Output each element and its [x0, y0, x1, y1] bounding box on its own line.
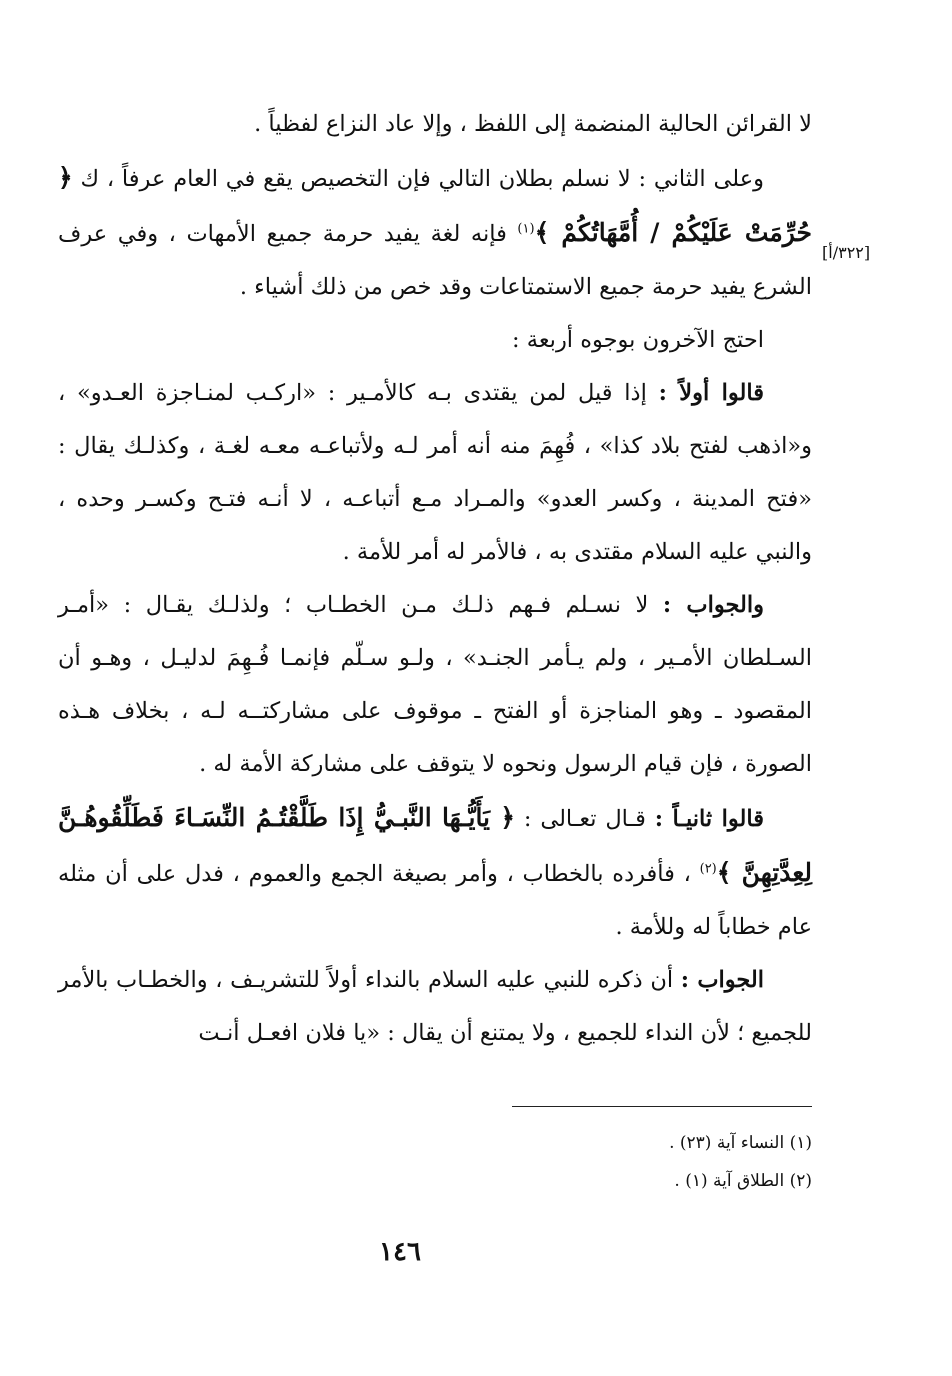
- paragraph-4: [58, 367, 812, 579]
- paragraph-7: [58, 954, 812, 1060]
- paragraph-1-text: لا القرائن الحالية المنضمة إلى اللفظ ، وإلا عاد النزاع لفظياً .: [254, 111, 812, 137]
- paragraph-5: [58, 579, 812, 791]
- paragraph-6-lead: قالوا ثانيـاً :: [654, 806, 765, 832]
- footnotes: [412, 1124, 812, 1200]
- paragraph-2-end: فإنه لغة يفيد حرمة جميع الأمهات ، وفي عرف الشرع يفيد حرمة جميع الاستمتاعات وقد خص من ذلك أشياء .: [58, 221, 812, 300]
- manuscript-folio-marker: [٣٢٢/أ]: [822, 243, 871, 262]
- footnote-ref-2[interactable]: (٢): [699, 861, 717, 877]
- paragraph-2: [58, 151, 812, 314]
- quran-verse-2: ﴿ يَأَيُّـهَا النَّبـيُّ إِذَا طَلَّقْتُـمُ النِّسَـاءَ فَطَلِّقُوهُـنَّ لِعِدَّتِهِنَّ ﴾: [58, 803, 812, 887]
- paragraph-7-lead: الجواب :: [680, 967, 765, 993]
- footnote-divider: [512, 1106, 812, 1107]
- footnote-2: (٢) الطلاق آية (١) .: [674, 1171, 812, 1191]
- paragraph-4-lead: قالوا أولاً :: [658, 380, 765, 406]
- paragraph-3: [58, 314, 812, 367]
- paragraph-6-text-2: ، فأفرده بالخطاب ، وأمر بصيغة الجمع والعموم ، فدل على أن مثله عام خطاباً له وللأمة .: [58, 861, 812, 940]
- paragraph-4-text: إذا قيل لمن يقتدى بـه كالأمـير : «اركـب لمنـاجزة العـدو» ، و«اذهب لفتح بلاد كذا» ، فُهِمَ منه أنه أمر لـه ولأتباعـه معـه لغـة ، وكذلـك يقال : «فتح المدينة ، وكسر العدو» والمـراد مـع أتباعـه ، لا أنـه فتـح وكسـر وحده ، والنبي عليه السلام مقتدى به ، فالأمر له أمر للأمة .: [58, 380, 812, 565]
- paragraph-1: [58, 98, 812, 151]
- main-text: [58, 98, 812, 1060]
- page-number: ١٤٦: [379, 1237, 421, 1267]
- paragraph-5-lead: والجواب :: [662, 592, 764, 618]
- paragraph-2-start: وعلى الثاني : لا نسلم بطلان التالي فإن التخصيص يقع في العام عرفاً ، ك: [80, 166, 764, 192]
- footnote-1: (١) النساء آية (٢٣) .: [669, 1133, 812, 1153]
- paragraph-6-text-1: قـال تعـالى :: [523, 806, 646, 832]
- paragraph-7-text: أن ذكره للنبي عليه السلام بالنداء أولاً للتشريـف ، والخطـاب بالأمر للجميع ؛ لأن النداء للجميع ، ولا يمتنع أن يقال : «يا فلان افعـل أنـت: [58, 967, 812, 1046]
- paragraph-5-text: لا نسـلم فـهم ذلـك مـن الخطـاب ؛ ولذلـك يقـال : «أمـر السـلطان الأمـير ، ولم يـأمر الجنـد» ، ولـو سـلّم فإنمـا فُـهِمَ لدليـل ، وهـو أن المقصود ـ وهو المناجزة أو الفتح ـ موقوف على مشاركتــه لـه ، بخلاف هـذه الصورة ، فإن قيام الرسول ونحوه لا يتوقف على مشاركة الأمة له .: [58, 592, 812, 777]
- paragraph-6: [58, 791, 812, 954]
- quran-verse-1: ﴿ حُرِّمَتْ عَلَيْكُمْ / أُمَّهَاتُكُمْ ﴾: [58, 163, 813, 247]
- paragraph-3-text: احتج الآخرون بوجوه أربعة :: [512, 327, 764, 353]
- footnote-ref-1[interactable]: (١): [517, 221, 535, 237]
